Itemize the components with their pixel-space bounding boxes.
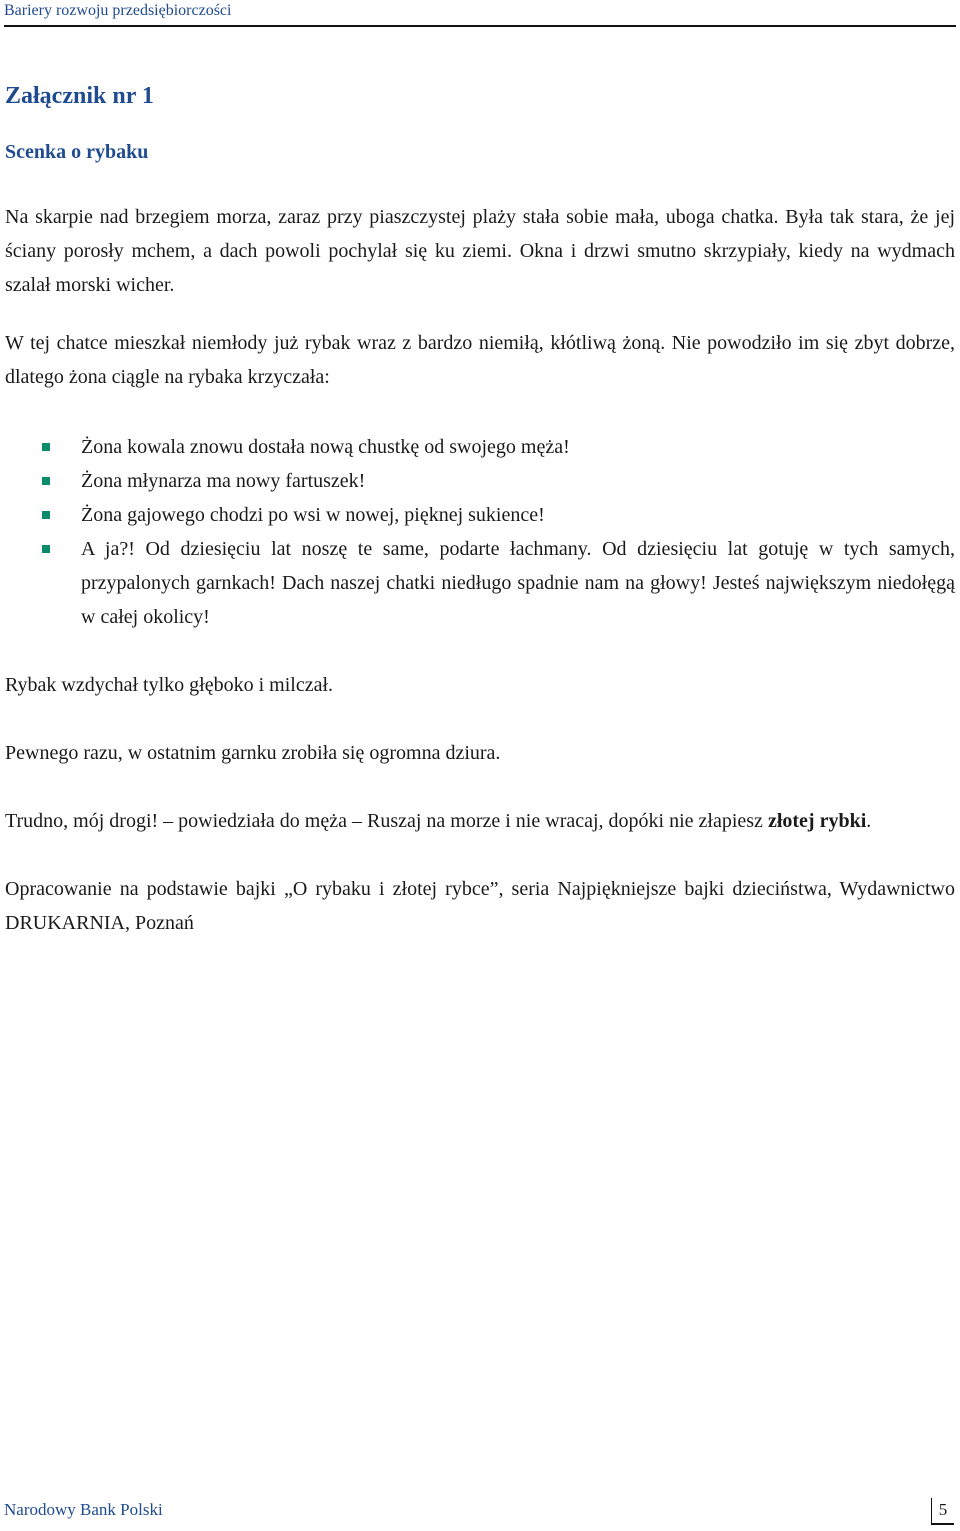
running-header: Bariery rozwoju przedsiębiorczości	[4, 0, 956, 27]
document-body	[5, 80, 955, 940]
paragraph-sigh: Rybak wzdychał tylko głęboko i milczał.	[5, 674, 334, 696]
golden-fish-bold: złotej rybki	[767, 810, 867, 832]
paragraph-fisherman	[5, 326, 955, 394]
paragraph-cottage: Na skarpie nad brzegiem morza, zaraz przy piaszczystej plaży stała sobie mała, uboga chatka. Była tak stara, że jej ściany porosły mchem, a dach powoli pochylał się ku ziemi. Okna i drzwi smutno skrzypiały, kiedy na wydmach szalał morski wicher.	[5, 206, 955, 296]
square-bullet-icon	[42, 545, 50, 553]
annex-heading: Załącznik nr 1	[5, 83, 154, 109]
scene-title: Scenka o rybaku	[5, 141, 149, 163]
list-item: Żona młynarza ma nowy fartuszek!	[5, 464, 955, 498]
paragraph-pot: Pewnego razu, w ostatnim garnku zrobiła się ogromna dziura.	[5, 742, 501, 764]
wife-complaints-list	[5, 430, 955, 634]
footer-publisher: Narodowy Bank Polski	[4, 1500, 163, 1519]
square-bullet-icon	[42, 443, 50, 451]
list-item: Żona gajowego chodzi po wsi w nowej, pięknej sukience!	[5, 498, 955, 532]
list-item: Żona kowala znowu dostała nową chustkę od swojego męża!	[5, 430, 955, 464]
paragraph-fisherman-part1: W tej chatce mieszkał niemłody już rybak wraz z bardzo niemiłą, kłótliwą żoną.	[5, 332, 666, 354]
page-number: 5	[931, 1498, 954, 1525]
source-note: Opracowanie na podstawie bajki „O rybaku i złotej rybce”, seria Najpiękniejsze bajki dzieciństwa, Wydawnictwo DRUKARNIA, Poznań	[5, 878, 955, 934]
paragraph-command: Trudno, mój drogi! – powiedziała do męża – Ruszaj na morze i nie wracaj, dopóki nie złapiesz złotej rybki.	[5, 810, 872, 832]
list-item: A ja?! Od dziesięciu lat noszę te same, podarte łachmany. Od dziesięciu lat gotuję w tych samych, przypalonych garnkach! Dach naszej chatki niedługo spadnie nam na głowy! Jesteś największym niedołęgą w całej okolicy!	[5, 532, 955, 634]
square-bullet-icon	[42, 477, 50, 485]
paragraph-fisherman-part2: Nie powodziło im się zbyt dobrze, dlatego żona ciągle na rybaka krzyczała:	[5, 332, 955, 388]
square-bullet-icon	[42, 511, 50, 519]
